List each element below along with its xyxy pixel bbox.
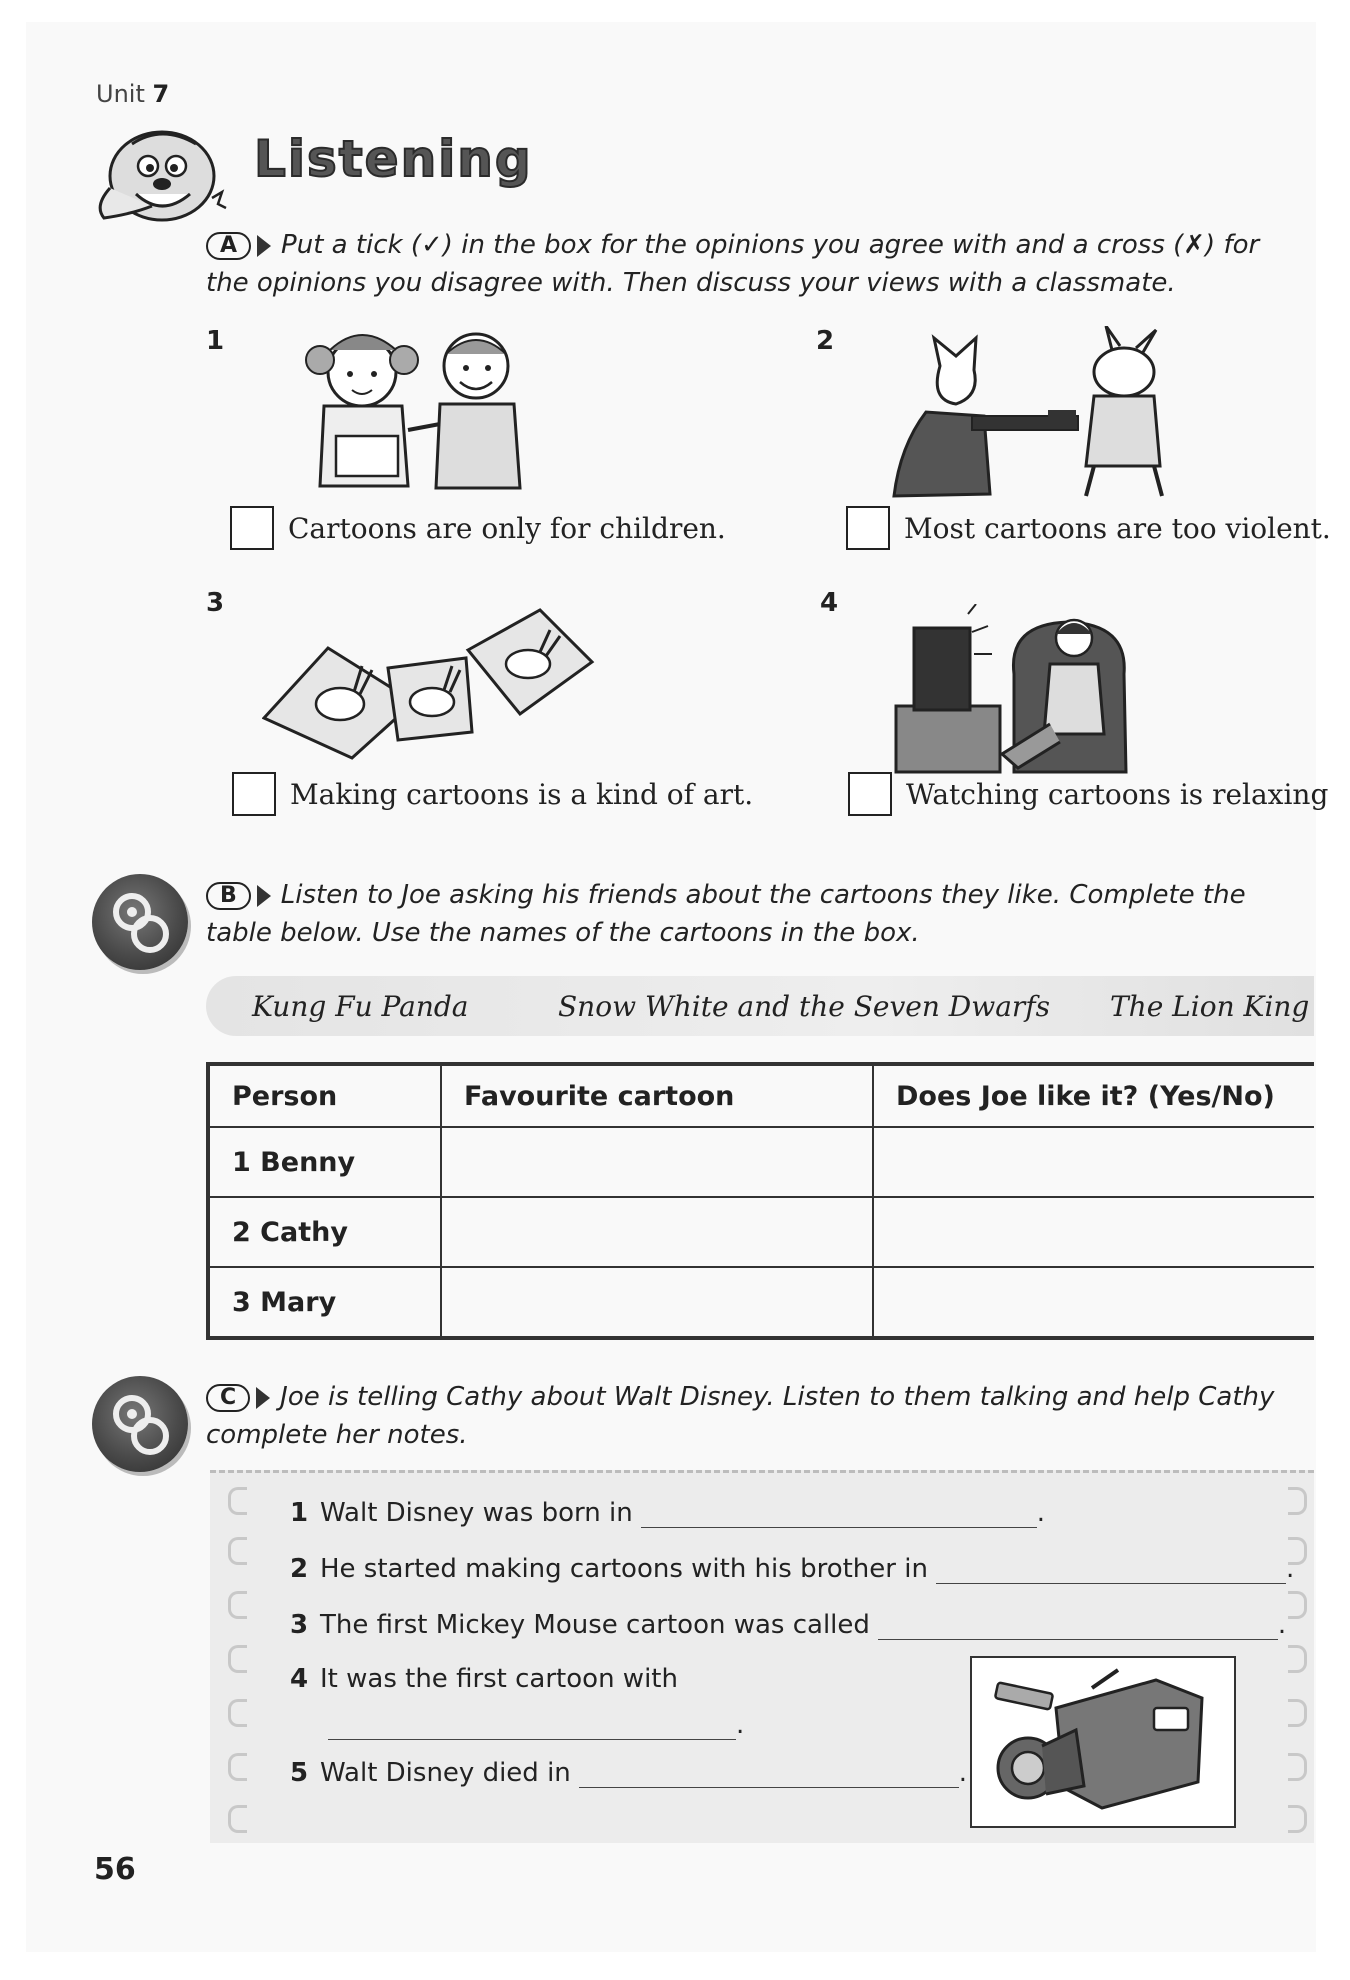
opinion-text: Cartoons are only for children. — [288, 511, 726, 545]
page-number: 56 — [94, 1852, 136, 1887]
note-line: 4 It was the first cartoon with — [290, 1664, 678, 1694]
opinion-checkbox[interactable] — [232, 772, 276, 816]
mascot-icon — [92, 118, 232, 226]
notepad-ring — [228, 1753, 247, 1781]
favourite-cartoon-cell[interactable] — [441, 1127, 873, 1197]
table-row — [208, 1267, 1314, 1338]
opinion-checkbox[interactable] — [846, 506, 890, 550]
rabbit-drawings-illustration — [262, 606, 596, 764]
notepad-ring — [228, 1645, 247, 1673]
item-number: 1 — [206, 326, 225, 356]
notepad-ring — [1288, 1805, 1307, 1833]
cartoon-table — [206, 1062, 1314, 1340]
cd-icon — [92, 874, 188, 970]
answer-blank[interactable] — [641, 1503, 1037, 1528]
opinion-row — [846, 506, 1331, 550]
answer-blank[interactable] — [579, 1763, 959, 1788]
notepad-ring — [1288, 1645, 1307, 1673]
section-a-instruction: A Put a tick (✓) in the box for the opinions you agree with and a cross (✗) for the opinions you disagree with. Then discuss your views with a classmate. — [206, 230, 1260, 298]
cartoon-word-box — [206, 976, 1314, 1036]
joe-likes-cell[interactable] — [873, 1267, 1314, 1338]
section-b-instruction: B Listen to Joe asking his friends about the cartoons they like. Complete the table below. Use the names of the cartoons in the box. — [206, 880, 1246, 948]
notepad-ring — [228, 1805, 247, 1833]
column-header: Person — [208, 1064, 441, 1127]
opinion-checkbox[interactable] — [848, 772, 892, 816]
person-cell: 3 Mary — [208, 1267, 441, 1338]
notepad-ring — [1288, 1699, 1307, 1727]
item-number: 4 — [820, 588, 839, 618]
opinion-row — [232, 772, 753, 816]
camera-picture-frame — [970, 1656, 1236, 1828]
person-cell: 2 Cathy — [208, 1197, 441, 1267]
section-c-tag: C — [206, 1384, 270, 1412]
children-reading-illustration — [290, 320, 550, 496]
note-line: 2 He started making cartoons with his brother in . — [290, 1554, 1295, 1584]
note-line-continuation: . — [320, 1710, 744, 1740]
word-box-item: The Lion King — [1110, 989, 1310, 1023]
person-cell: 1 Benny — [208, 1127, 441, 1197]
opinion-row — [848, 772, 1328, 816]
section-b-tag: B — [206, 882, 271, 910]
notepad-ring — [1288, 1753, 1307, 1781]
opinion-text: Making cartoons is a kind of art. — [290, 777, 754, 811]
unit-label: Unit 7 — [96, 80, 170, 108]
table-header-row — [208, 1064, 1314, 1127]
notepad-ring — [1288, 1591, 1307, 1619]
joe-likes-cell[interactable] — [873, 1127, 1314, 1197]
opinion-text: Watching cartoons is relaxing — [906, 777, 1329, 811]
man-watching-tv-illustration — [892, 604, 1182, 776]
opinion-row — [230, 506, 726, 550]
opinion-text: Most cartoons are too violent. — [904, 511, 1331, 545]
opinion-checkbox[interactable] — [230, 506, 274, 550]
section-c-instruction: C Joe is telling Cathy about Walt Disney. Listen to them talking and help Cathy complete her notes. — [206, 1382, 1275, 1450]
notepad-ring — [228, 1591, 247, 1619]
note-line: 1 Walt Disney was born in . — [290, 1498, 1045, 1528]
section-a-tag: A — [206, 232, 271, 260]
notepad-ring — [228, 1699, 247, 1727]
cd-icon — [92, 1376, 188, 1472]
item-number: 2 — [816, 326, 835, 356]
answer-blank[interactable] — [328, 1715, 736, 1740]
word-box-item: Snow White and the Seven Dwarfs — [558, 989, 1051, 1023]
word-box-item: Kung Fu Panda — [252, 989, 469, 1023]
column-header: Does Joe like it? (Yes/No) — [873, 1064, 1314, 1127]
note-line: 5 Walt Disney died in . — [290, 1758, 968, 1788]
notepad-ring — [228, 1537, 247, 1565]
notepad-ring — [1288, 1487, 1307, 1515]
answer-blank[interactable] — [878, 1615, 1278, 1640]
table-row — [208, 1127, 1314, 1197]
column-header: Favourite cartoon — [441, 1064, 873, 1127]
note-line: 3 The first Mickey Mouse cartoon was called . — [290, 1610, 1287, 1640]
item-number: 3 — [206, 588, 225, 618]
favourite-cartoon-cell[interactable] — [441, 1197, 873, 1267]
cartoon-animals-illustration — [880, 326, 1210, 502]
page-title: Listening — [254, 130, 533, 188]
favourite-cartoon-cell[interactable] — [441, 1267, 873, 1338]
video-camera-icon — [972, 1658, 1234, 1826]
notepad-ring — [228, 1487, 247, 1515]
table-row — [208, 1197, 1314, 1267]
answer-blank[interactable] — [936, 1559, 1286, 1584]
joe-likes-cell[interactable] — [873, 1197, 1314, 1267]
